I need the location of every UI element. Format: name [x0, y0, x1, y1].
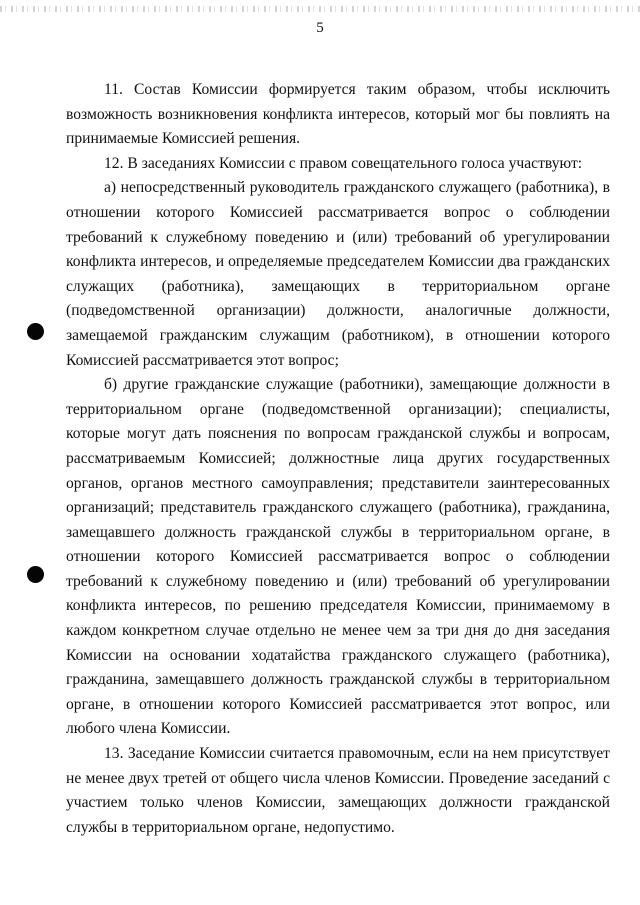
paragraph-12-b: б) другие гражданские служащие (работники), замещающие должности в территориальном органе (подведомственной организации); специалисты, которые могут дать пояснения по вопросам гражданской службы и вопросам, рассматриваемым Комиссией; должностные лица других государственных органов, органов местного самоуправления; представители заинтересованных организаций; представитель гражданского служащего (работника), гражданина, замещавшего должность гражданской службы в территориальном органе, в отношении которого Комиссией рассматривается вопрос о соблюдении требований к служебному поведению и (или) требований об урегулировании конфликта интересов, по решению председателя Комиссии, принимаемому в каждом конкретном случае отдельно не менее чем за три дня до дня заседания Комиссии на основании ходатайства гражданского служащего (работника), гражданина, замещавшего должность гражданской службы в территориальном органе, в отношении которого Комиссией рассматривается этот вопрос, или любого члена Комиссии. [66, 376, 610, 738]
paragraph-13: 13. Заседание Комиссии считается правомочным, если на нем присутствует не менее двух третей от общего числа членов Комиссии. Проведение заседаний с участием только членов Комиссии, замещающих должности гражданской службы в территориальном органе, недопустимо. [66, 745, 610, 836]
scan-artifact-line [0, 6, 640, 12]
paragraph-12: 12. В заседаниях Комиссии с правом совещательного голоса участвуют: [104, 154, 583, 172]
paragraph-12-a: а) непосредственный руководитель гражданского служащего (работника), в отношении которого Комиссией рассматривается вопрос о соблюдении требований к служебному поведению и (или) требований об урегулировании конфликта интересов, и определяемые председателем Комиссии два гражданских служащих (работника), замещающих в территориальном органе (подведомственной организации) должности, аналогичные должности, замещаемой гражданским служащим (работником), в отношении которого Комиссией рассматривается этот вопрос; [66, 179, 610, 369]
paragraph-11: 11. Состав Комиссии формируется таким образом, чтобы исключить возможность возникновения конфликта интересов, который мог бы повлиять на принимаемые Комиссией решения. [66, 81, 610, 148]
punch-hole-mark [27, 566, 44, 583]
document-body [66, 78, 610, 840]
page-number: 5 [316, 20, 324, 36]
punch-hole-mark [27, 323, 44, 340]
